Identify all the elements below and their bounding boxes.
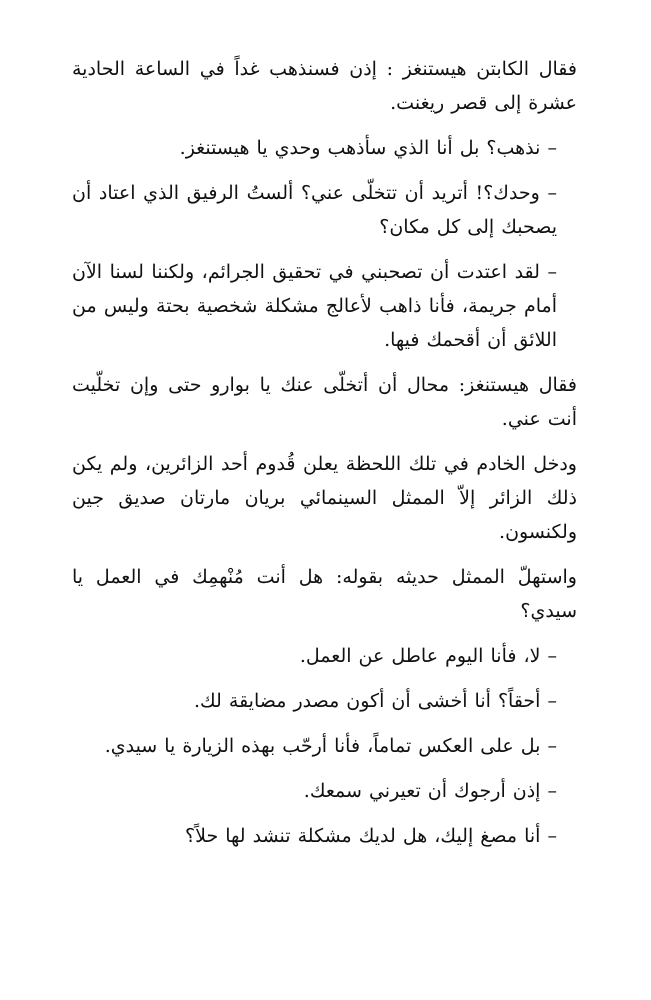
paragraph-dialogue-listen: – إذن أرجوك أن تعيرني سمعك. bbox=[303, 780, 557, 802]
paragraph-dialogue-companion: – وحدك؟! أتريد أن تتخلّى عني؟ ألستُ الرفيق الذي اعتاد أن يصحبك إلى كل مكان؟ bbox=[72, 182, 557, 238]
paragraph-dialogue-bother: – أحقاً؟ أنا أخشى أن أكون مصدر مضايقة لك. bbox=[194, 690, 557, 712]
paragraph-hastings-refusal: فقال هيستنغز: محال أن أتخلّى عنك يا بوارو حتى وإن تخلّيت أنت عني. bbox=[72, 374, 577, 430]
paragraph-dialogue-alone: – نذهب؟ بل أنا الذي سأذهب وحدي يا هيستنغز. bbox=[179, 137, 557, 159]
paragraph-visitor-arrival: ودخل الخادم في تلك اللحظة يعلن قُدوم أحد الزائرين، ولم يكن ذلك الزائر إلاّ الممثل السينمائي بريان مارتان صديق جين ولكنسون. bbox=[72, 453, 577, 543]
paragraph-hastings-proposal: فقال الكابتن هيستنغز : إذن فسنذهب غداً في الساعة الحادية عشرة إلى قصر ريغنت. bbox=[72, 58, 577, 114]
paragraph-actor-greeting: واستهلّ الممثل حديثه بقوله: هل أنت مُنْهمِك في العمل يا سيدي؟ bbox=[72, 566, 577, 622]
paragraph-dialogue-welcome: – بل على العكس تماماً، فأنا أرحّب بهذه الزيارة يا سيدي. bbox=[104, 735, 557, 757]
paragraph-dialogue-personal-matter: – لقد اعتدت أن تصحبني في تحقيق الجرائم، ولكننا لسنا الآن أمام جريمة، فأنا ذاهب لأعالج مشكلة شخصية بحتة وليس من اللائق أن أقحمك فيها. bbox=[72, 261, 557, 351]
paragraph-dialogue-problem: – أنا مصغ إليك، هل لديك مشكلة تنشد لها حلاً؟ bbox=[185, 825, 557, 847]
paragraph-dialogue-not-busy: – لا، فأنا اليوم عاطل عن العمل. bbox=[299, 645, 557, 667]
